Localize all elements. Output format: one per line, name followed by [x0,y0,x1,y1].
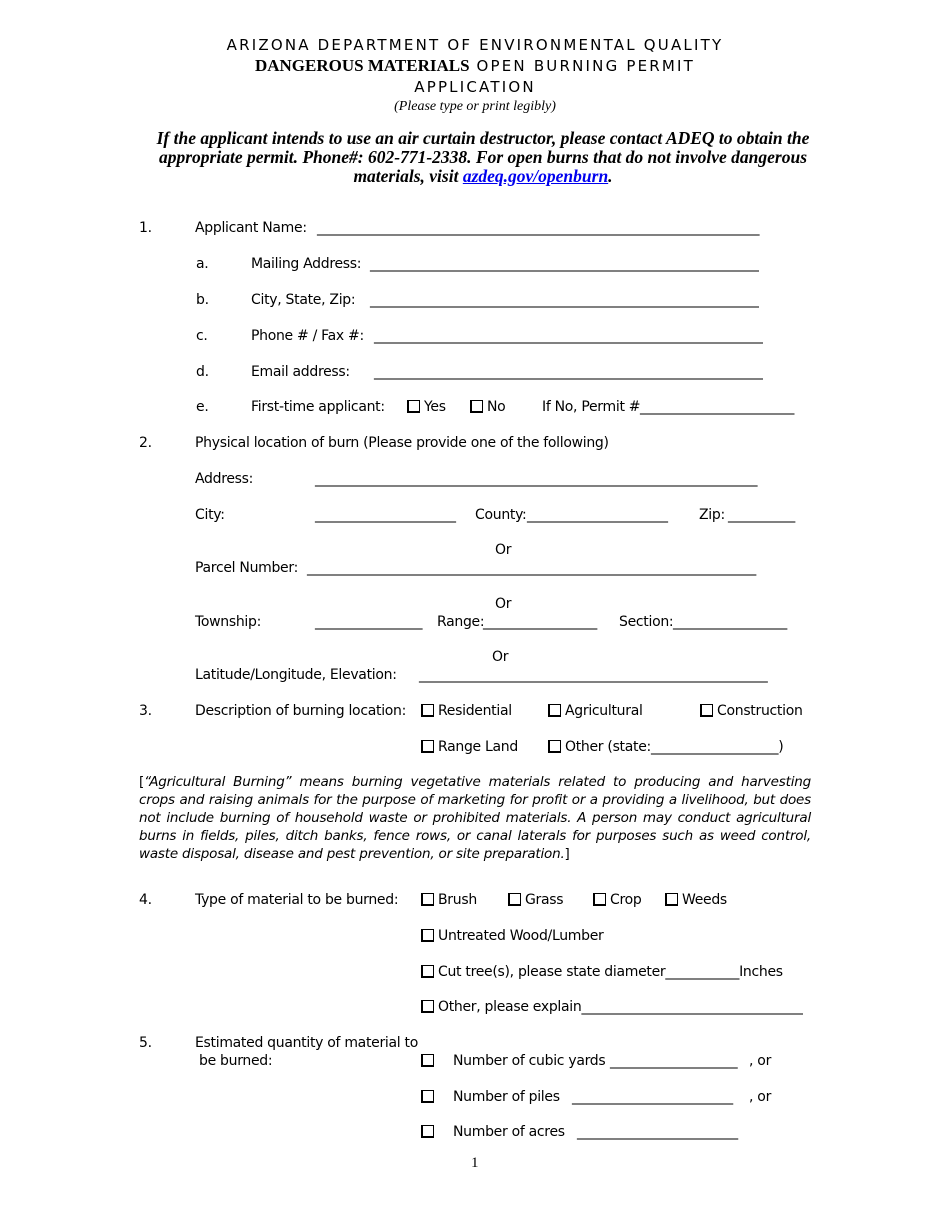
piles-checkbox[interactable] [421,1090,434,1103]
zip-label: Zip: [699,507,725,523]
construction-option[interactable] [700,703,803,719]
cut-tree-checkbox[interactable] [421,965,434,978]
email-label: Email address: [251,364,350,380]
applicant-name-field[interactable]: __________________________________________________________________ [317,220,760,236]
yes-label: Yes [424,399,446,415]
or-separator-1: Or [495,542,512,558]
wood-label: Untreated Wood/Lumber [438,928,604,944]
no-checkbox[interactable] [470,400,483,413]
range-field[interactable]: _________________ [483,614,597,630]
other-location-option[interactable] [548,739,783,755]
acres-field[interactable]: ________________________ [577,1124,738,1140]
weeds-checkbox[interactable] [665,893,678,906]
other-location-field[interactable]: ___________________ [650,739,779,755]
yes-checkbox[interactable] [407,400,420,413]
wood-checkbox[interactable] [421,929,434,942]
piles-option[interactable] [421,1089,438,1105]
section-5-number: 5. [139,1035,152,1051]
email-field[interactable]: __________________________________________________________ [374,364,763,380]
brush-checkbox[interactable] [421,893,434,906]
section-1-number: 1. [139,220,152,236]
burn-location-label: Description of burning location: [195,703,407,719]
item-e-letter: e. [196,399,209,415]
page-number: 1 [471,1155,479,1171]
construction-label: Construction [717,703,803,719]
form-title-line2: APPLICATION [414,78,536,96]
item-a-letter: a. [196,256,209,272]
cubic-yards-checkbox[interactable] [421,1054,434,1067]
cubic-yards-label: Number of cubic yards [453,1053,606,1069]
intro-line-3-pre: materials, visit [353,166,463,186]
piles-field[interactable]: ________________________ [572,1089,733,1105]
agency-name: ARIZONA DEPARTMENT OF ENVIRONMENTAL QUALITY [226,36,724,54]
intro-line-3-post: . [608,166,613,186]
first-time-label: First-time applicant: [251,399,385,415]
no-label: No [487,399,506,415]
other-material-field[interactable]: _________________________________ [581,999,803,1015]
acres-checkbox[interactable] [421,1125,434,1138]
quantity-label-line1: Estimated quantity of material to [195,1035,418,1051]
acres-label: Number of acres [453,1124,565,1140]
item-b-letter: b. [196,292,209,308]
first-time-yes-option[interactable] [407,399,446,415]
agricultural-option[interactable] [548,703,643,719]
residential-option[interactable] [421,703,512,719]
section-4-number: 4. [139,892,152,908]
form-title-rest: OPEN BURNING PERMIT [469,57,696,75]
item-c-letter: c. [196,328,208,344]
mailing-address-field[interactable]: __________________________________________________________ [370,256,759,272]
permit-number-label: If No, Permit # [542,399,641,415]
mailing-address-label: Mailing Address: [251,256,362,272]
item-d-letter: d. [196,364,209,380]
section-2-number: 2. [139,435,152,451]
city-state-zip-label: City, State, Zip: [251,292,356,308]
cubic-yards-or: , or [749,1053,772,1069]
acres-option[interactable] [421,1124,438,1140]
wood-option[interactable] [421,928,603,944]
cut-tree-option[interactable] [421,964,783,980]
intro-line-2: appropriate permit. Phone#: 602-771-2338. For open burns that do not involve dangerous [158,147,808,167]
latlong-label: Latitude/Longitude, Elevation: [195,667,397,683]
or-separator-2: Or [495,596,512,612]
zip-field[interactable]: __________ [728,507,796,523]
township-label: Township: [195,614,262,630]
first-time-no-option[interactable] [470,399,505,415]
weeds-label: Weeds [682,892,727,908]
township-field[interactable]: ________________ [315,614,423,630]
form-title [0,56,950,76]
location-label: Physical location of burn (Please provide one of the following) [195,435,609,451]
other-material-checkbox[interactable] [421,1000,434,1013]
grass-label: Grass [525,892,564,908]
tree-diameter-unit: Inches [739,964,783,980]
other-location-label: Other (state: [565,739,651,755]
applicant-name-label: Applicant Name: [195,220,307,236]
county-label: County: [475,507,527,523]
intro-line-1: If the applicant intends to use an air curtain destructor, please contact ADEQ to obtain the [156,128,810,148]
section-label: Section: [619,614,674,630]
range-label: Range: [437,614,485,630]
piles-label: Number of piles [453,1089,560,1105]
parcel-label: Parcel Number: [195,560,299,576]
rangeland-label: Range Land [438,739,518,755]
section-3-number: 3. [139,703,152,719]
other-material-option[interactable] [421,999,803,1015]
rangeland-option[interactable] [421,739,518,755]
cubic-yards-option[interactable] [421,1053,438,1069]
form-title-bold: DANGEROUS MATERIALS [254,56,470,75]
piles-or: , or [749,1089,772,1105]
weeds-option[interactable] [665,892,727,908]
tree-diameter-field[interactable]: ___________ [665,964,740,980]
grass-option[interactable] [508,892,563,908]
brush-option[interactable] [421,892,477,908]
city-state-zip-field[interactable]: __________________________________________________________ [370,292,759,308]
quantity-label-line2: be burned: [199,1053,273,1069]
openburn-link[interactable]: azdeq.gov/openburn [462,166,609,186]
agricultural-label: Agricultural [565,703,643,719]
residential-checkbox[interactable] [421,704,434,717]
other-location-close: ) [778,739,784,755]
other-location-checkbox[interactable] [548,740,561,753]
crop-label: Crop [610,892,642,908]
intro-line-3 [0,167,950,186]
print-note: (Please type or print legibly) [394,99,556,114]
other-material-label: Other, please explain [438,999,582,1015]
ag-note-term: “Agricultural Burning” [144,774,292,790]
or-separator-3: Or [492,649,509,665]
city-label: City: [195,507,225,523]
address-field[interactable]: __________________________________________________________________ [315,471,758,487]
ag-note-close: ] [564,846,570,862]
residential-label: Residential [438,703,512,719]
cubic-yards-field[interactable]: ___________________ [610,1053,738,1069]
phone-fax-field[interactable]: __________________________________________________________ [374,328,763,344]
phone-fax-label: Phone # / Fax #: [251,328,364,344]
ag-note-open: [ [139,774,145,790]
brush-label: Brush [438,892,477,908]
construction-checkbox[interactable] [700,704,713,717]
ag-note-text: means burning vegetative materials related to producing and harvesting crops and raising animals for the purpose of marketing for profit or a providing a livelihood, but does not include burning of household waste or prohibited materials. A person may conduct agricultural burns in fields, piles, ditch banks, fence rows, or canal laterals for purposes such as weed control, waste disposal, disease and pest prevention, or site preparation. [139,774,811,862]
crop-option[interactable] [593,892,641,908]
material-type-label: Type of material to be burned: [195,892,399,908]
agricultural-checkbox[interactable] [548,704,561,717]
crop-checkbox[interactable] [593,893,606,906]
parcel-field[interactable]: ___________________________________________________________________ [307,560,756,576]
section-field[interactable]: _________________ [673,614,787,630]
agricultural-definition [139,773,811,863]
latlong-field[interactable]: ____________________________________________________ [419,667,768,683]
grass-checkbox[interactable] [508,893,521,906]
city-field[interactable]: _____________________ [315,507,456,523]
cut-tree-label: Cut tree(s), please state diameter [438,964,666,980]
rangeland-checkbox[interactable] [421,740,434,753]
county-field[interactable]: _____________________ [527,507,668,523]
address-label: Address: [195,471,254,487]
permit-number-field[interactable]: _______________________ [640,399,795,415]
